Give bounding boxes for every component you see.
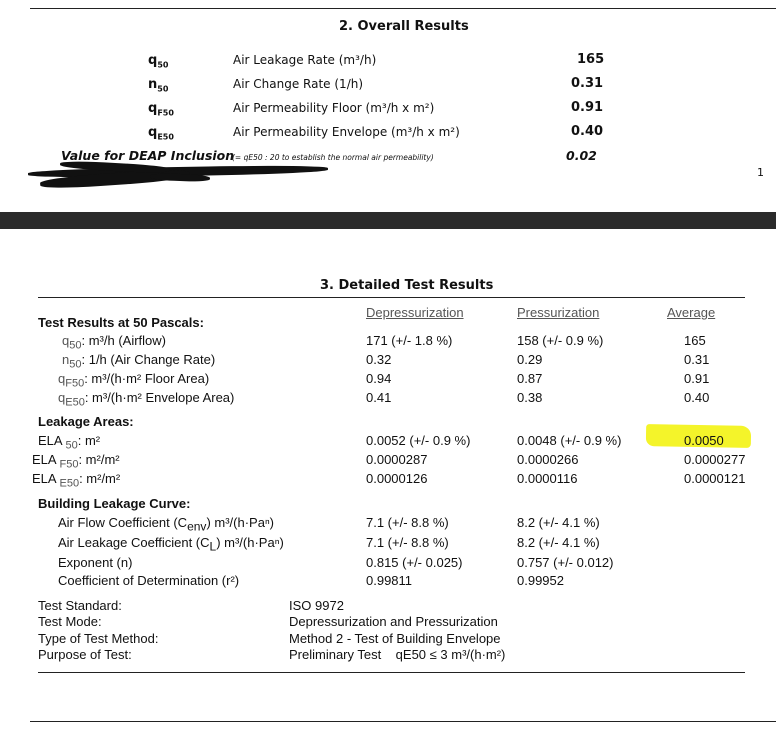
overall-value: 0.91: [571, 100, 604, 115]
cell-average: 165: [684, 333, 706, 348]
section-title-leakage-curve: Building Leakage Curve:: [38, 496, 191, 511]
section-title-leakage-areas: Leakage Areas:: [38, 414, 134, 429]
cell-pressurization: 0.38: [517, 390, 543, 405]
cell-average: 0.0050: [684, 433, 724, 448]
meta-value: ISO 9972: [289, 598, 344, 613]
overall-label: Air Permeability Envelope (m³/h x m²): [233, 125, 460, 139]
overall-symbol: $q_{E50}$: [148, 125, 174, 142]
overall-results-title: 2. Overall Results: [339, 19, 469, 34]
overall-symbol: $q_{50}$: [148, 53, 169, 70]
meta-label: Test Mode:: [38, 614, 102, 629]
cell-pressurization: 0.0000266: [517, 452, 579, 467]
overall-value: 165: [577, 52, 605, 67]
cell-depressurization: 0.41: [366, 390, 392, 405]
section-title-50pa: Test Results at 50 Pascals:: [38, 315, 204, 330]
row-label: $q_{50}$: m³/h (Airflow): [62, 333, 166, 352]
row-label: Coefficient of Determination (r²): [58, 573, 240, 588]
overall-value: 0.31: [571, 76, 604, 91]
overall-label: Air Permeability Floor (m³/h x m²): [233, 101, 435, 115]
cell-depressurization: 0.0000287: [366, 452, 428, 467]
cell-depressurization: 7.1 (+/- 8.8 %): [366, 515, 449, 530]
cell-pressurization: 0.29: [517, 352, 543, 367]
page-break-band: [0, 212, 776, 229]
cell-pressurization: 0.87: [517, 371, 543, 386]
row-label: ELA $_{E50}$: m²/m²: [32, 471, 121, 490]
row-label: Air Leakage Coefficient $(C_L)$ m³/(h·Paⁿ): [58, 535, 284, 554]
cell-depressurization: 0.94: [366, 371, 392, 386]
cell-pressurization: 8.2 (+/- 4.1 %): [517, 535, 600, 550]
overall-value: 0.40: [571, 124, 604, 139]
meta-value: Depressurization and Pressurization: [289, 614, 498, 629]
meta-value: Preliminary Test qE50 ≤ 3 m³/(h·m²): [289, 647, 506, 662]
cell-depressurization: 0.0052 (+/- 0.9 %): [366, 433, 471, 448]
cell-average: 0.91: [684, 371, 710, 386]
overall-symbol: $n_{50}$: [148, 77, 169, 94]
cell-average: 0.0000277: [684, 452, 746, 467]
detailed-results-title: 3. Detailed Test Results: [320, 278, 494, 293]
meta-label: Type of Test Method:: [38, 631, 159, 646]
cell-pressurization: 0.0000116: [517, 471, 578, 486]
deap-inclusion-value: 0.02: [566, 148, 597, 163]
overall-symbol: $q_{F50}$: [148, 101, 174, 118]
meta-label: Purpose of Test:: [38, 647, 132, 662]
row-label: ELA $_{50}$: m²: [38, 433, 101, 452]
overall-label: Air Leakage Rate (m³/h): [233, 53, 377, 67]
cell-pressurization: 8.2 (+/- 4.1 %): [517, 515, 600, 530]
cell-average: 0.31: [684, 352, 710, 367]
cell-depressurization: 7.1 (+/- 8.8 %): [366, 535, 449, 550]
table-bottom-rule: [38, 672, 745, 673]
table-top-rule: [38, 297, 745, 298]
cell-depressurization: 0.815 (+/- 0.025): [366, 555, 463, 570]
row-label: $q_{E50}$: m³/(h·m² Envelope Area): [58, 390, 235, 409]
cell-depressurization: 0.32: [366, 352, 392, 367]
col-header-depressurization: Depressurization: [366, 305, 464, 320]
cell-average: 0.0000121: [684, 471, 746, 486]
cell-pressurization: 158 (+/- 0.9 %): [517, 333, 604, 348]
cell-depressurization: 0.99811: [366, 573, 413, 588]
col-header-average: Average: [667, 305, 716, 320]
top-rule: [30, 8, 776, 9]
cell-average: 0.40: [684, 390, 710, 405]
row-label: $q_{F50}$: m³/(h·m² Floor Area): [58, 371, 210, 390]
meta-label: Test Standard:: [38, 598, 122, 613]
deap-inclusion-note: (= qE50 : 20 to establish the normal air permeability): [232, 153, 434, 162]
col-header-pressurization: Pressurization: [517, 305, 600, 320]
cell-depressurization: 171 (+/- 1.8 %): [366, 333, 453, 348]
meta-value: Method 2 - Test of Building Envelope: [289, 631, 501, 646]
page-number: 1: [757, 166, 764, 179]
row-label: $n_{50}$: 1/h (Air Change Rate): [62, 352, 216, 371]
deap-inclusion-label: Value for DEAP Inclusion: [61, 148, 235, 163]
cell-pressurization: 0.99952: [517, 573, 564, 588]
page-bottom-rule: [30, 721, 776, 722]
overall-label: Air Change Rate (1/h): [233, 77, 364, 91]
cell-depressurization: 0.0000126: [366, 471, 428, 486]
row-label: Exponent (n): [58, 555, 133, 570]
row-label: ELA $_{F50}$: m²/m²: [32, 452, 120, 471]
cell-pressurization: 0.0048 (+/- 0.9 %): [517, 433, 622, 448]
row-label: Air Flow Coefficient $(C_{env})$ m³/(h·Paⁿ): [58, 515, 275, 534]
cell-pressurization: 0.757 (+/- 0.012): [517, 555, 614, 570]
